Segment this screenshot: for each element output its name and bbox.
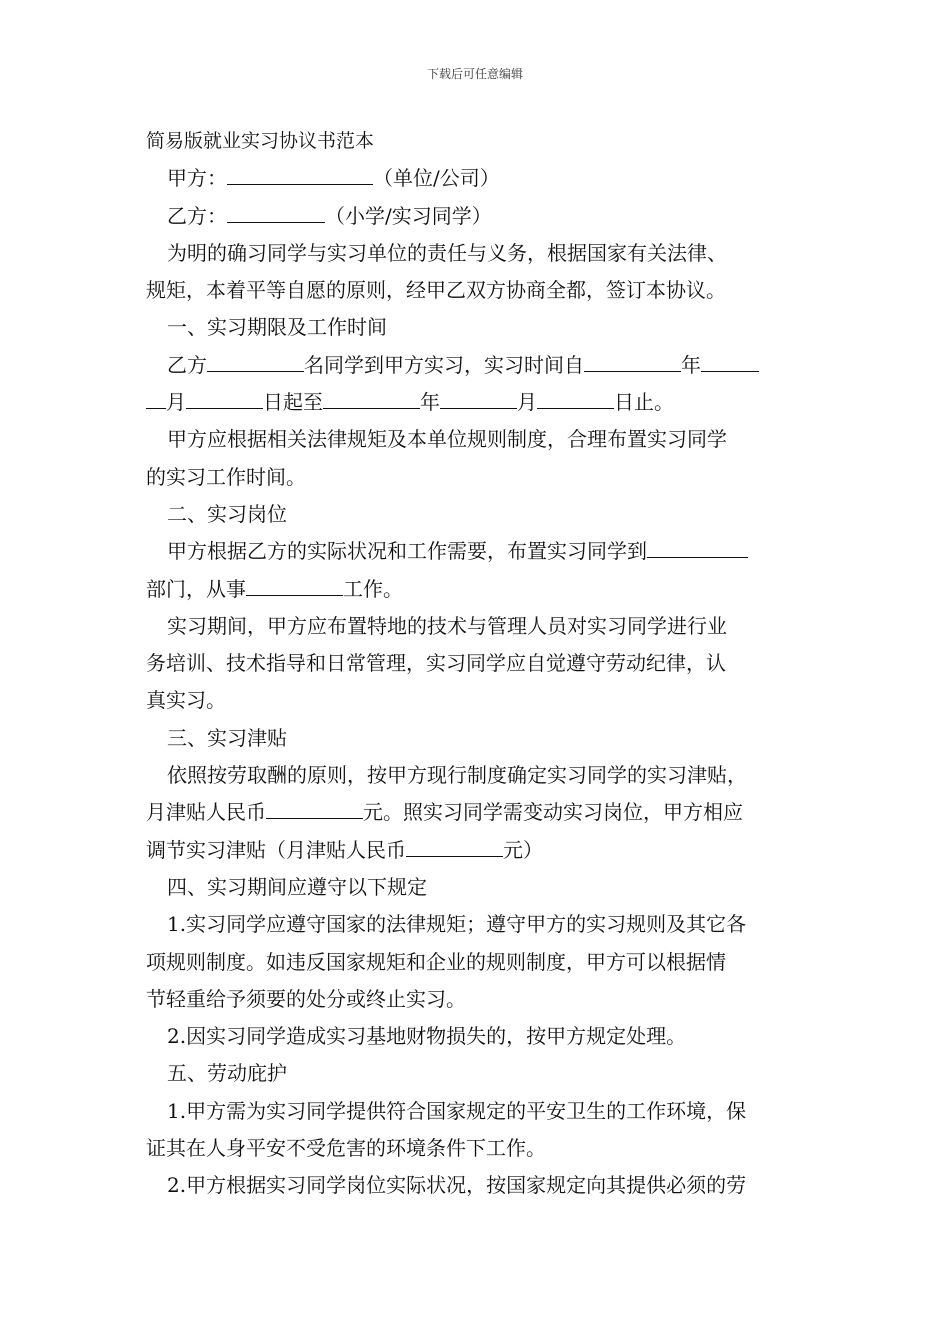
paragraph-line: 甲方应根据相关法律规矩及本单位规则制度，合理布置实习同学 — [167, 427, 727, 452]
text-span: 乙方 — [167, 352, 207, 377]
end-year-blank — [323, 390, 420, 409]
section-1-heading: 一、实习期限及工作时间 — [167, 315, 387, 340]
paragraph-line: 项规则制度。如违反国家规矩和企业的规则制度，甲方可以根据情 — [146, 949, 726, 974]
start-month-blank-cont — [146, 390, 166, 409]
start-day-blank — [186, 390, 263, 409]
text-span: 部门，从事 — [146, 576, 246, 601]
text-span: 元） — [503, 837, 543, 862]
text-span: 日止。 — [614, 390, 674, 415]
paragraph-line: 的实习工作时间。 — [146, 464, 306, 489]
paragraph-line: 1.实习同学应遵守国家的法律规矩；遵守甲方的实习规则及其它各 — [167, 912, 747, 937]
section-1-period-line — [146, 347, 812, 384]
intro-line: 为明的确习同学与实习单位的责任与义务，根据国家有关法律、 — [167, 240, 727, 265]
text-span: 工作。 — [343, 576, 403, 601]
text-span: 月 — [517, 390, 537, 415]
section-2-heading: 二、实习岗位 — [167, 501, 287, 526]
adjusted-allowance-blank — [406, 838, 503, 857]
section-4-heading: 四、实习期间应遵守以下规定 — [167, 874, 427, 899]
department-blank — [647, 539, 748, 558]
document-title: 简易版就业实习协议书范本 — [146, 130, 375, 152]
start-year-blank — [584, 353, 681, 372]
party-a-label: 甲方： — [167, 166, 227, 191]
party-b-line — [146, 198, 812, 235]
work-blank — [246, 577, 343, 596]
section-2-line-2 — [146, 571, 812, 608]
count-blank — [207, 353, 304, 372]
page-header-note: 下载后可任意编辑 — [426, 67, 523, 81]
end-month-blank — [440, 390, 517, 409]
paragraph-line: 实习期间，甲方应布置特地的技术与管理人员对实习同学进行业 — [167, 613, 727, 638]
party-a-suffix: （单位/公司） — [373, 166, 500, 191]
section-2-line-1 — [146, 533, 812, 570]
text-span: 月津贴人民币 — [146, 800, 266, 825]
paragraph-line: 证其在人身平安不受危害的环境条件下工作。 — [146, 1136, 546, 1161]
paragraph-line: 依照按劳取酬的原则，按甲方现行制度确定实习同学的实习津贴， — [167, 763, 747, 788]
section-1-period-line-2 — [146, 384, 812, 421]
paragraph-line: 2.甲方根据实习同学岗位实际状况，按国家规定向其提供必须的劳 — [167, 1173, 747, 1198]
start-month-blank — [701, 353, 759, 372]
section-3-heading: 三、实习津贴 — [167, 725, 287, 750]
allowance-blank — [266, 800, 363, 819]
party-b-blank — [227, 204, 325, 223]
text-span: 名同学到甲方实习，实习时间自 — [304, 352, 584, 377]
party-a-line — [146, 160, 812, 197]
paragraph-line: 1.甲方需为实习同学提供符合国家规定的平安卫生的工作环境，保 — [167, 1098, 747, 1123]
section-5-heading: 五、劳动庇护 — [167, 1061, 287, 1086]
section-3-line-3 — [146, 832, 812, 869]
text-span: 年 — [420, 390, 440, 415]
party-b-label: 乙方： — [167, 203, 227, 228]
text-span: 年 — [681, 352, 701, 377]
section-3-line-2 — [146, 794, 812, 831]
text-span: 日起至 — [263, 390, 323, 415]
paragraph-line: 节轻重给予须要的处分或终止实习。 — [146, 986, 466, 1011]
paragraph-line: 务培训、技术指导和日常管理，实习同学应自觉遵守劳动纪律，认 — [146, 651, 726, 676]
text-span: 甲方根据乙方的实际状况和工作需要，布置实习同学到 — [167, 539, 647, 564]
intro-line: 规矩，本着平等自愿的原则，经甲乙双方协商全都，签订本协议。 — [146, 278, 726, 303]
party-a-blank — [227, 166, 373, 185]
paragraph-line: 2.因实习同学造成实习基地财物损失的，按甲方规定处理。 — [167, 1024, 687, 1049]
paragraph-line: 真实习。 — [146, 688, 226, 713]
end-day-blank — [537, 390, 614, 409]
text-span: 调节实习津贴（月津贴人民币 — [146, 837, 406, 862]
document-body — [146, 123, 812, 1205]
text-span: 元。照实习同学需变动实习岗位，甲方相应 — [363, 800, 743, 825]
party-b-suffix: （小学/实习同学） — [325, 203, 492, 228]
text-span: 月 — [166, 390, 186, 415]
